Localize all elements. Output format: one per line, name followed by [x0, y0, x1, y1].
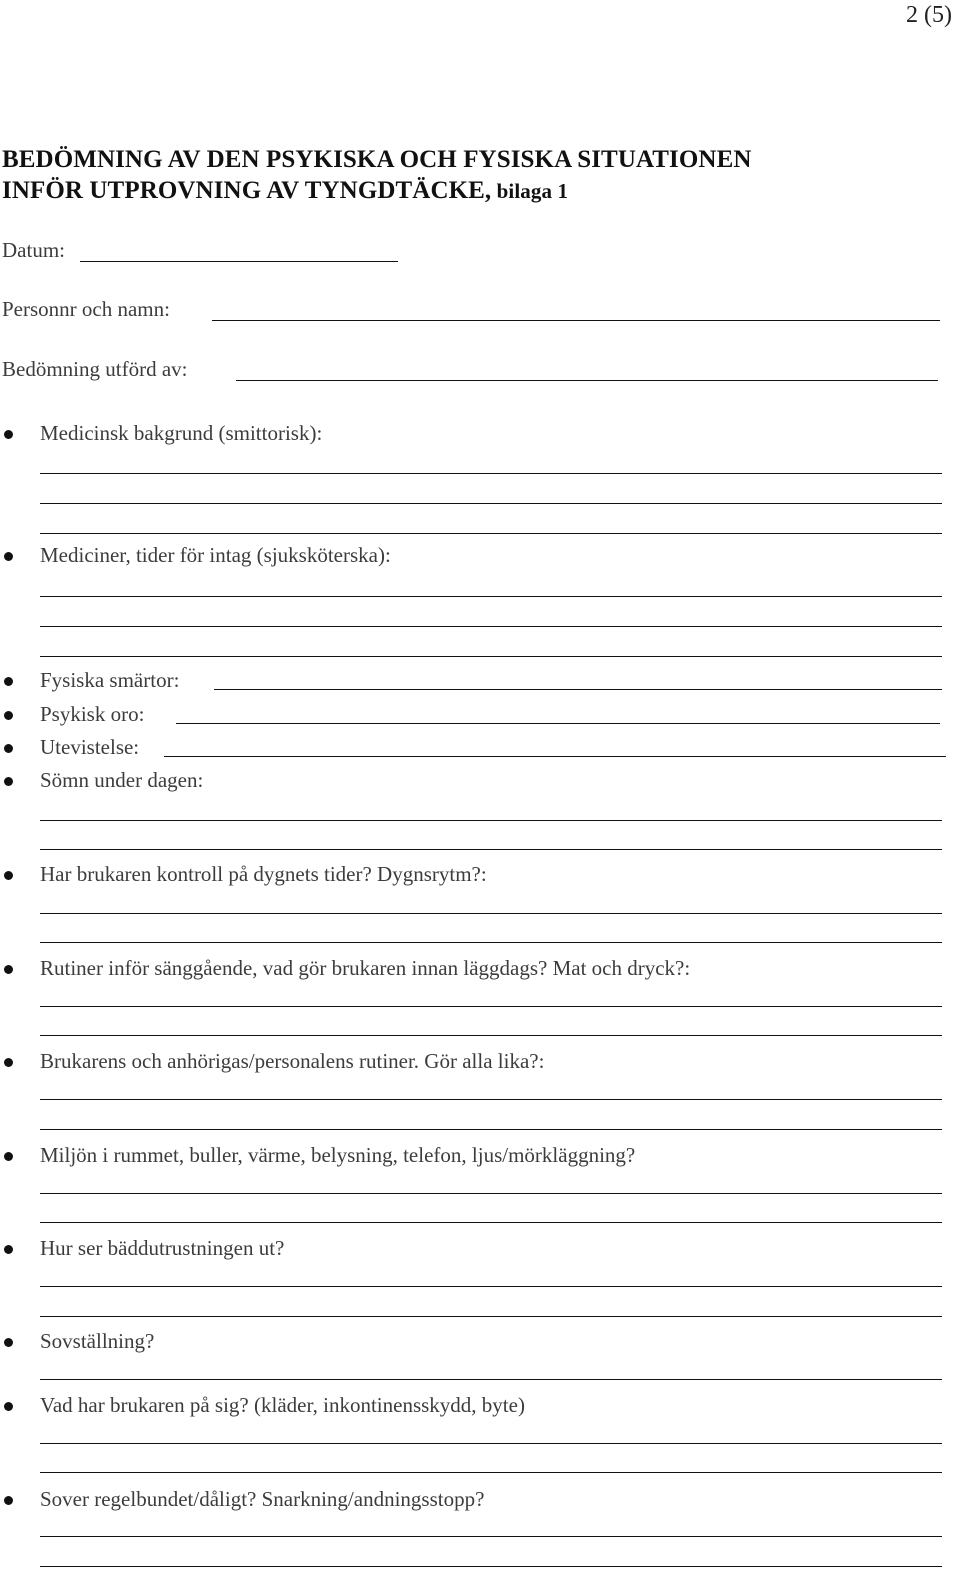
bullet-icon: [4, 1496, 13, 1505]
dygn-input-line-2[interactable]: [40, 942, 942, 943]
medicinsk-input-line-1[interactable]: [40, 473, 942, 474]
sover-label: Sover regelbundet/dåligt? Snarkning/andningsstopp?: [40, 1487, 485, 1511]
medicinsk-input-line-3[interactable]: [40, 533, 942, 534]
bullet-icon: [4, 1338, 13, 1347]
bullet-icon: [4, 1058, 13, 1067]
badd-input-line-1[interactable]: [40, 1286, 942, 1287]
badd-label: Hur ser bäddutrustningen ut?: [40, 1236, 285, 1260]
page-number: 2 (5): [906, 2, 952, 28]
brukarens-input-line-2[interactable]: [40, 1129, 942, 1130]
sover-input-line-2[interactable]: [40, 1566, 942, 1567]
bullet-icon: [4, 744, 13, 753]
medicinsk-input-line-2[interactable]: [40, 503, 942, 504]
sovstallning-label: Sovställning?: [40, 1329, 155, 1353]
bedomning-input-line[interactable]: [236, 380, 938, 381]
miljon-label: Miljön i rummet, buller, värme, belysning, telefon, ljus/mörkläggning?: [40, 1143, 636, 1167]
mediciner-input-line-1[interactable]: [40, 596, 942, 597]
psykisk-input-line[interactable]: [176, 723, 940, 724]
somn-label: Sömn under dagen:: [40, 768, 204, 792]
sovstallning-input-line[interactable]: [40, 1379, 942, 1380]
form-title-line-2: [2, 177, 568, 205]
personnr-input-line[interactable]: [212, 320, 940, 321]
bullet-icon: [4, 430, 13, 439]
mediciner-input-line-3[interactable]: [40, 656, 942, 657]
utevistelse-label: Utevistelse:: [40, 735, 140, 759]
rutiner-label: Rutiner inför sänggående, vad gör brukaren innan läggdags? Mat och dryck?:: [40, 956, 691, 980]
form-title-main: INFÖR UTPROVNING AV TYNGDTÄCKE,: [2, 177, 492, 204]
rutiner-input-line-2[interactable]: [40, 1035, 942, 1036]
datum-label: Datum:: [2, 238, 65, 262]
bullet-icon: [4, 677, 13, 686]
psykisk-label: Psykisk oro:: [40, 702, 145, 726]
badd-input-line-2[interactable]: [40, 1316, 942, 1317]
brukarens-input-line-1[interactable]: [40, 1099, 942, 1100]
bullet-icon: [4, 1152, 13, 1161]
bullet-icon: [4, 965, 13, 974]
datum-input-line[interactable]: [80, 261, 398, 262]
sover-input-line-1[interactable]: [40, 1536, 942, 1537]
brukarens-label: Brukarens och anhörigas/personalens rutiner. Gör alla lika?:: [40, 1049, 545, 1073]
rutiner-input-line-1[interactable]: [40, 1006, 942, 1007]
somn-input-line-2[interactable]: [40, 849, 942, 850]
utevistelse-input-line[interactable]: [164, 756, 946, 757]
fysiska-label: Fysiska smärtor:: [40, 668, 180, 692]
dygn-label: Har brukaren kontroll på dygnets tider? Dygnsrytm?:: [40, 862, 487, 886]
mediciner-input-line-2[interactable]: [40, 626, 942, 627]
bullet-icon: [4, 1402, 13, 1411]
form-title-appendix: bilaga 1: [491, 179, 569, 203]
bullet-icon: [4, 777, 13, 786]
bullet-icon: [4, 552, 13, 561]
miljon-input-line-2[interactable]: [40, 1222, 942, 1223]
form-title-line-1: BEDÖMNING AV DEN PSYKISKA OCH FYSISKA SITUATIONEN: [2, 146, 752, 173]
dygn-input-line-1[interactable]: [40, 913, 942, 914]
bullet-icon: [4, 871, 13, 880]
bedomning-label: Bedömning utförd av:: [2, 357, 188, 381]
somn-input-line-1[interactable]: [40, 820, 942, 821]
miljon-input-line-1[interactable]: [40, 1193, 942, 1194]
klader-label: Vad har brukaren på sig? (kläder, inkontinensskydd, byte): [40, 1393, 525, 1417]
bullet-icon: [4, 1245, 13, 1254]
fysiska-input-line[interactable]: [214, 689, 942, 690]
klader-input-line-2[interactable]: [40, 1472, 942, 1473]
klader-input-line-1[interactable]: [40, 1443, 942, 1444]
bullet-icon: [4, 711, 13, 720]
mediciner-label: Mediciner, tider för intag (sjuksköterska):: [40, 543, 391, 567]
personnr-label: Personnr och namn:: [2, 297, 170, 321]
medicinsk-label: Medicinsk bakgrund (smittorisk):: [40, 421, 323, 445]
